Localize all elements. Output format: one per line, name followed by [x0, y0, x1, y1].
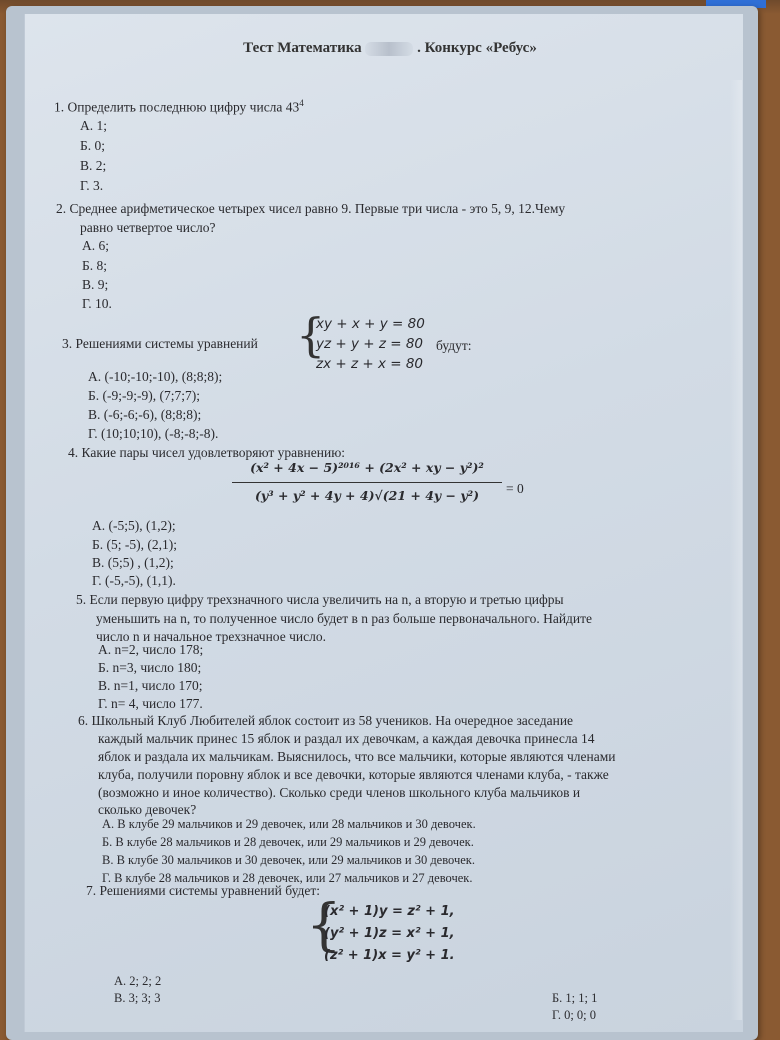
- q7-option-b: Б. 1; 1; 1: [552, 991, 598, 1005]
- question-7: 7. Решениями системы уравнений будет:: [86, 883, 320, 898]
- q1-option-c: В. 2;: [80, 158, 107, 173]
- q7-eq-3: (z² + 1)x = y² + 1.: [324, 948, 455, 963]
- question-1: 1. Определить последнюю цифру числа $43^4$: [54, 98, 304, 115]
- q3-option-a: А. (-10;-10;-10), (8;8;8);: [88, 369, 223, 384]
- q4-numerator: (x² + 4x − 5)²⁰¹⁶ + (2x² + xy − y²)²: [250, 460, 484, 475]
- question-3-prefix: 3. Решениями системы уравнений: [62, 336, 258, 351]
- q7-option-a: А. 2; 2; 2: [114, 974, 162, 988]
- question-4: 4. Какие пары чисел удовлетворяют уравнению:: [68, 445, 346, 460]
- q5-option-a: А. n=2, число 178;: [98, 642, 204, 657]
- q3-eq-2: yz + y + z = 80: [316, 336, 424, 352]
- q6-option-d: Г. В клубе 28 мальчиков и 28 девочек, или 27 мальчиков и 27 девочек.: [102, 871, 473, 885]
- q5-option-b: Б. n=3, число 180;: [98, 660, 202, 675]
- q3-option-d: Г. (10;10;10), (-8;-8;-8).: [88, 426, 219, 441]
- q4-denominator: (y³ + y² + 4y + 4)√(21 + 4y − y²): [255, 488, 479, 503]
- title-left: Тест Математика: [243, 40, 362, 56]
- question-6-line-5: (возможно и иное количество). Сколько среди членов школьного клуба мальчиков и: [98, 785, 581, 800]
- q1-option-d: Г. 3.: [80, 178, 104, 193]
- question-5-line-3: число n и начальное трехзначное число.: [96, 629, 326, 644]
- question-5-line-1: 5. Если первую цифру трехзначного числа увеличить на n, а вторую и третью цифры: [76, 592, 564, 607]
- q4-option-a: А. (-5;5), (1,2);: [92, 518, 176, 533]
- question-6-line-4: клуба, получили поровну яблок и все девочки, которые являются членами клуба, - также: [98, 767, 609, 782]
- q4-option-d: Г. (-5,-5), (1,1).: [92, 573, 176, 588]
- q6-option-a: А. В клубе 29 мальчиков и 29 девочек, или 28 мальчиков и 30 девочек.: [102, 817, 476, 831]
- question-6-line-1: 6. Школьный Клуб Любителей яблок состоит из 58 учеников. На очередное заседание: [78, 713, 574, 728]
- q3-eq-1: xy + x + y = 80: [316, 316, 425, 332]
- q3-option-c: В. (-6;-6;-6), (8;8;8);: [88, 407, 202, 422]
- q2-option-a: А. 6;: [82, 238, 109, 253]
- redacted-smudge: [365, 42, 413, 56]
- q2-option-c: В. 9;: [82, 277, 109, 292]
- q6-option-c: В. В клубе 30 мальчиков и 30 девочек, или 29 мальчиков и 30 девочек.: [102, 853, 475, 867]
- title-right: . Конкурс «Ребус»: [417, 40, 537, 56]
- system-brace-7: {: [306, 893, 342, 958]
- q4-rhs: = 0: [506, 481, 524, 496]
- q1-option-b: Б. 0;: [80, 138, 106, 153]
- q4-option-b: Б. (5; -5), (2,1);: [92, 537, 177, 552]
- q1-option-a: А. 1;: [80, 118, 107, 133]
- q7-eq-2: (y² + 1)z = x² + 1,: [324, 926, 455, 941]
- system-brace: {: [296, 308, 326, 362]
- page-title: [200, 40, 580, 57]
- question-6-line-2: каждый мальчик принес 15 яблок и раздал их девочкам, а каждая девочка принесла 14: [98, 731, 595, 746]
- q6-option-b: Б. В клубе 28 мальчиков и 28 девочек, или 29 мальчиков и 29 девочек.: [102, 835, 474, 849]
- q7-eq-1: (x² + 1)y = z² + 1,: [324, 904, 455, 919]
- question-6-line-3: яблок и раздала их мальчикам. Выяснилось, что все мальчики, которые являются членами: [98, 749, 616, 764]
- question-6-line-6: сколько девочек?: [98, 802, 197, 817]
- q4-option-c: В. (5;5) , (1,2);: [92, 555, 174, 570]
- fraction-bar: [232, 482, 502, 483]
- q7-option-d: Г. 0; 0; 0: [552, 1008, 597, 1022]
- sleeve-edge-glare: [730, 80, 742, 1020]
- q2-option-d: Г. 10.: [82, 296, 112, 311]
- question-2-line-1: 2. Среднее арифметическое четырех чисел равно 9. Первые три числа - это 5, 9, 12.Чему: [56, 201, 566, 216]
- question-5-line-2: уменьшить на n, то полученное число будет в n раз больше первоначального. Найдите: [96, 611, 593, 626]
- q7-option-c: В. 3; 3; 3: [114, 991, 161, 1005]
- question-2-line-2: равно четвертое число?: [80, 220, 216, 235]
- q5-option-c: В. n=1, число 170;: [98, 678, 203, 693]
- q3-eq-3: zx + z + x = 80: [316, 356, 424, 372]
- q5-option-d: Г. n= 4, число 177.: [98, 696, 203, 711]
- q2-option-b: Б. 8;: [82, 258, 108, 273]
- q3-option-b: Б. (-9;-9;-9), (7;7;7);: [88, 388, 200, 403]
- question-3-suffix: будут:: [436, 338, 472, 353]
